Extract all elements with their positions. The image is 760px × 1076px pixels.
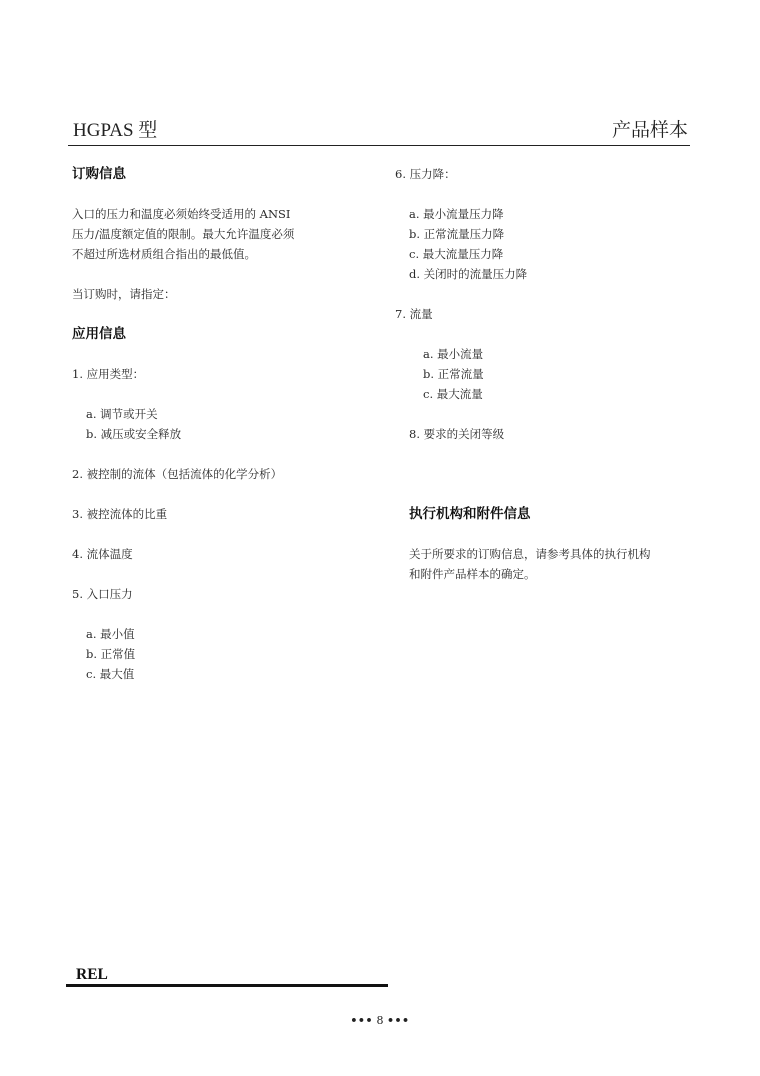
list-item-flow-rate: 7. 流量: [395, 307, 433, 321]
left-column: [72, 164, 372, 684]
right-column: [395, 164, 695, 584]
page-header-doc-type: 产品样本: [611, 120, 688, 141]
list-item-specific-gravity: 3. 被控流体的比重: [72, 507, 168, 521]
list-subitem: b. 正常值: [86, 647, 136, 661]
list-subitem: a. 调节或开关: [86, 407, 158, 421]
list-subitem: a. 最小流量压力降: [409, 207, 504, 221]
actuator-info-heading: 执行机构和附件信息: [409, 506, 531, 522]
list-item-application-type: 1. 应用类型：: [72, 367, 145, 381]
application-type-sublist: [72, 404, 372, 444]
list-subitem: c. 最大流量压力降: [409, 247, 504, 261]
footer-divider: [66, 984, 388, 987]
list-subitem: b. 正常流量压力降: [409, 227, 505, 241]
list-item-fluid-temperature: 4. 流体温度: [72, 547, 133, 561]
ordering-paragraph-line: 压力/温度额定值的限制。最大允许温度必须: [72, 227, 295, 241]
ordering-info-heading: 订购信息: [72, 166, 126, 182]
actuator-paragraph-line: 和附件产品样本的确定。: [409, 567, 536, 581]
page-number-dots-right: •••: [387, 1014, 410, 1027]
list-item-inlet-pressure: 5. 入口压力: [72, 587, 133, 601]
list-subitem: c. 最大值: [86, 667, 135, 681]
list-subitem: d. 关闭时的流量压力降: [409, 267, 528, 281]
inlet-pressure-sublist: [72, 624, 372, 684]
footer-brand-label: REL: [76, 966, 108, 983]
ordering-paragraph-line: 不超过所选材质组合指出的最低值。: [72, 247, 256, 261]
ordering-paragraph-line: 入口的压力和温度必须始终受适用的 ANSI: [72, 207, 291, 221]
list-subitem: c. 最大流量: [423, 387, 483, 401]
list-subitem: b. 减压或安全释放: [86, 427, 182, 441]
flow-rate-sublist: [395, 344, 695, 404]
list-subitem: b. 正常流量: [423, 367, 484, 381]
actuator-paragraph-line: 关于所要求的订购信息，请参考具体的执行机构: [409, 547, 651, 561]
ordering-specify-text: 当订购时，请指定：: [72, 287, 176, 301]
pressure-drop-sublist: [395, 204, 695, 284]
list-item-pressure-drop: 6. 压力降：: [395, 167, 456, 181]
list-item-controlled-fluid: 2. 被控制的流体（包括流体的化学分析）: [72, 467, 283, 481]
application-info-heading: 应用信息: [72, 326, 126, 342]
header-divider: [68, 145, 690, 146]
list-item-shutoff-class: 8. 要求的关闭等级: [409, 427, 505, 441]
page-header-title: HGPAS 型: [73, 120, 158, 141]
page-number: [0, 1013, 760, 1029]
list-subitem: a. 最小值: [86, 627, 135, 641]
page-number-value: 8: [376, 1014, 384, 1027]
page-number-dots-left: •••: [350, 1014, 373, 1027]
list-subitem: a. 最小流量: [423, 347, 484, 361]
